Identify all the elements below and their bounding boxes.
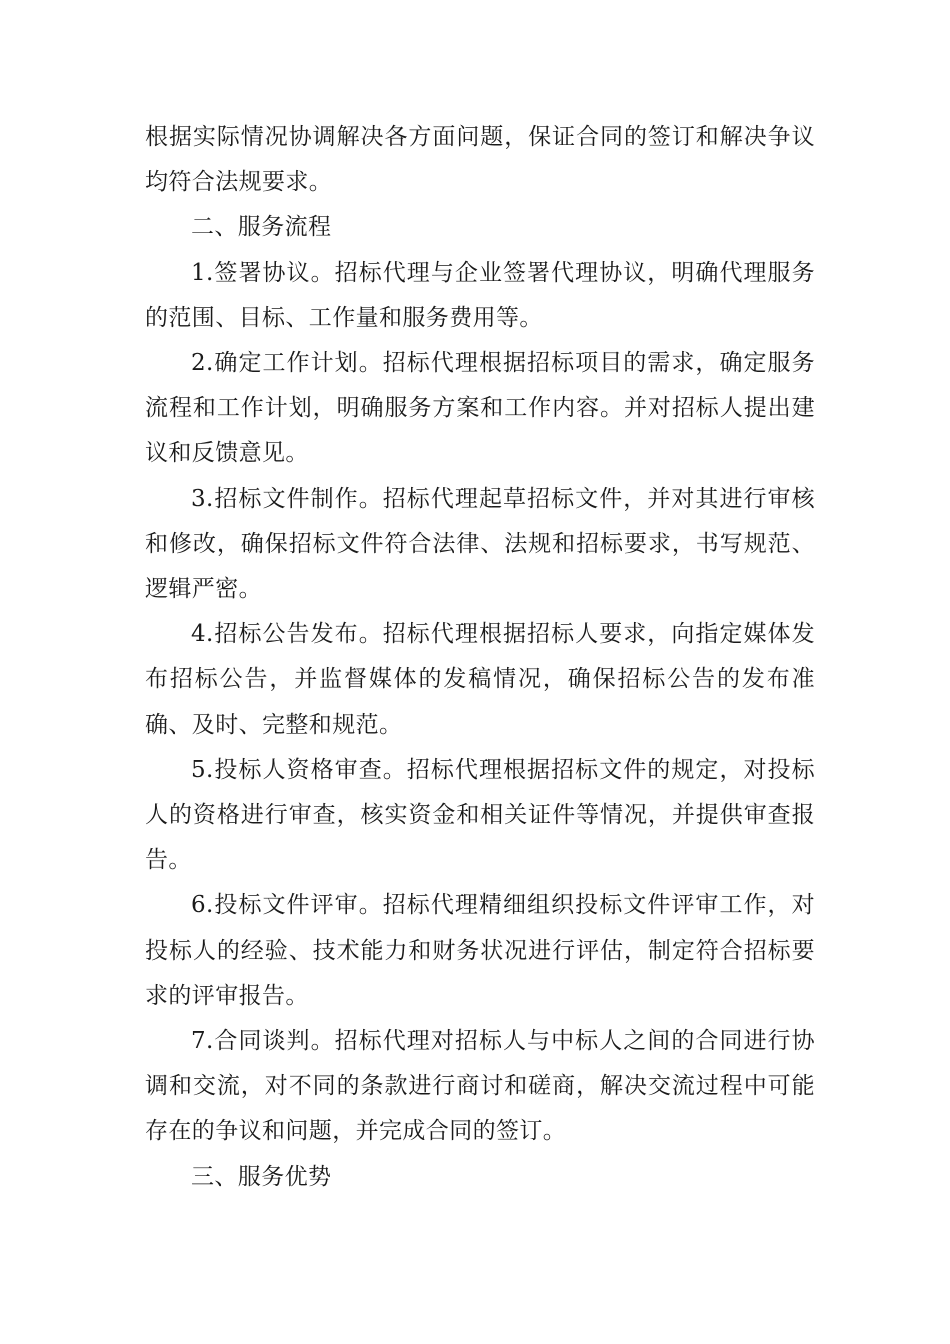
paragraph-continuation: 根据实际情况协调解决各方面问题，保证合同的签订和解决争议均符合法规要求。: [145, 124, 815, 196]
section-heading-service-advantages: 三、服务优势: [191, 1163, 332, 1190]
document-body: [145, 115, 815, 1200]
list-item-work-plan: 2.确定工作计划。招标代理根据招标项目的需求，确定服务流程和工作计划，明确服务方案和工作内容。并对招标人提出建议和反馈意见。: [145, 350, 815, 467]
list-item-contract-negotiation: 7.合同谈判。招标代理对招标人与中标人之间的合同进行协调和交流，对不同的条款进行商讨和磋商，解决交流过程中可能存在的争议和问题，并完成合同的签订。: [145, 1028, 815, 1145]
list-item-tender-documents: 3.招标文件制作。招标代理起草招标文件，并对其进行审核和修改，确保招标文件符合法律、法规和招标要求，书写规范、逻辑严密。: [145, 485, 815, 603]
section-heading-service-process: 二、服务流程: [191, 214, 332, 241]
list-item-tender-announcement: 4.招标公告发布。招标代理根据招标人要求，向指定媒体发布招标公告，并监督媒体的发稿情况，确保招标公告的发布准确、及时、完整和规范。: [145, 621, 815, 738]
list-item-qualification-review: 5.投标人资格审查。招标代理根据招标文件的规定，对投标人的资格进行审查，核实资金和相关证件等情况，并提供审查报告。: [145, 756, 815, 874]
list-item-bid-evaluation: 6.投标文件评审。招标代理精细组织投标文件评审工作，对投标人的经验、技术能力和财务状况进行评估，制定符合招标要求的评审报告。: [145, 892, 815, 1009]
list-item-sign-agreement: 1.签署协议。招标代理与企业签署代理协议，明确代理服务的范围、目标、工作量和服务费用等。: [145, 259, 815, 331]
